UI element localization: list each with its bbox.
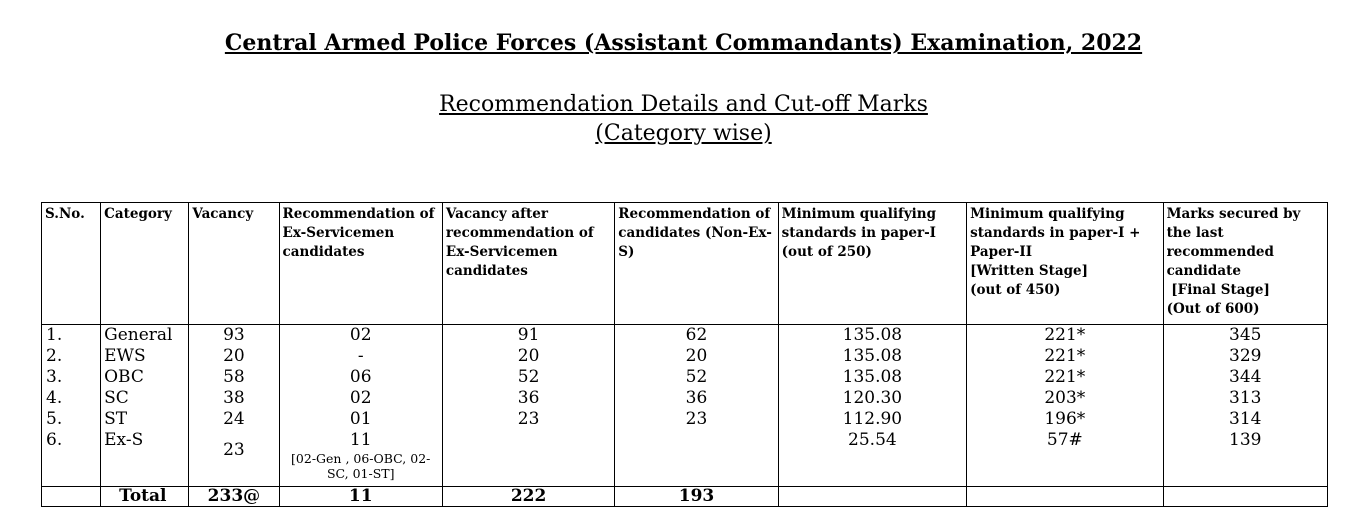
header-vac-after: Vacancy after recommendation of Ex-Servicemen candidates [442, 203, 614, 325]
cell-rec-exs: 01 [279, 409, 442, 430]
table-row [42, 346, 1328, 367]
cell-category: ST [101, 409, 189, 430]
cell-vacancy: 93 [189, 325, 279, 347]
cell-rec-exs: - [279, 346, 442, 367]
cell-marks-final: 314 [1163, 409, 1327, 430]
table-row [42, 388, 1328, 409]
cell-rec-exs: 11 [02-Gen , 06-OBC, 02-SC, 01-ST] [279, 430, 442, 487]
header-category: Category [101, 203, 189, 325]
cell-min-paper1: 120.30 [778, 388, 966, 409]
table-row-exs [42, 430, 1328, 487]
cell-marks-final: 345 [1163, 325, 1327, 347]
cell-sno: 3. [42, 367, 101, 388]
cell-vac-after: 20 [442, 346, 614, 367]
subtitle-line-1: Recommendation Details and Cut-off Marks [439, 92, 928, 117]
cell-vac-after: 91 [442, 325, 614, 347]
header-row [42, 203, 1328, 325]
cell-rec-exs: 02 [279, 325, 442, 347]
table-row [42, 409, 1328, 430]
cell-marks-final: 329 [1163, 346, 1327, 367]
rec-exs-breakdown: [02-Gen , 06-OBC, 02-SC, 01-ST] [291, 451, 431, 481]
cell-rec-exs: 06 [279, 367, 442, 388]
cutoff-table [41, 202, 1328, 507]
cell-vacancy: 23 [189, 430, 279, 487]
cell-min-paper1-2: 57# [967, 430, 1163, 487]
cell-min-paper1: 135.08 [778, 367, 966, 388]
cell-vac-after: 36 [442, 388, 614, 409]
header-marks-final: Marks secured by the last recommended candidate [Final Stage] (Out of 600) [1163, 203, 1327, 325]
table-row [42, 367, 1328, 388]
cell-marks-final: 313 [1163, 388, 1327, 409]
document-title: Central Armed Police Forces (Assistant Commandants) Examination, 2022 [224, 30, 1143, 56]
cell-vac-after: 23 [442, 409, 614, 430]
cell-min-paper1-2: 221* [967, 367, 1163, 388]
cell-min-paper1: 25.54 [778, 430, 966, 487]
cell-min-paper1-2: 203* [967, 388, 1163, 409]
cell-sno: 5. [42, 409, 101, 430]
cell-category: Ex-S [101, 430, 189, 487]
cell-vacancy: 58 [189, 367, 279, 388]
cell-total-rec-exs: 11 [279, 487, 442, 507]
cell-vacancy: 24 [189, 409, 279, 430]
cell-min-paper1: 135.08 [778, 325, 966, 347]
cell-rec-nonexs: 36 [615, 388, 778, 409]
cell-category: EWS [101, 346, 189, 367]
header-rec-exs: Recommendation of Ex-Servicemen candidates [279, 203, 442, 325]
cell-total-vacancy: 233@ [189, 487, 279, 507]
cell-marks-final: 139 [1163, 430, 1327, 487]
cell-rec-nonexs: 62 [615, 325, 778, 347]
subtitle-line-2: (Category wise) [595, 121, 772, 146]
cell-min-paper1-2: 221* [967, 346, 1163, 367]
cell-vacancy: 38 [189, 388, 279, 409]
cell-rec-nonexs: 20 [615, 346, 778, 367]
table-row [42, 325, 1328, 347]
cell-sno [42, 487, 101, 507]
cell-min-paper1: 135.08 [778, 346, 966, 367]
cell-vacancy: 20 [189, 346, 279, 367]
cell-rec-nonexs: 23 [615, 409, 778, 430]
cell-sno: 1. [42, 325, 101, 347]
cell-marks-final: 344 [1163, 367, 1327, 388]
cell-category: General [101, 325, 189, 347]
cell-total-empty [1163, 487, 1327, 507]
cell-rec-exs: 02 [279, 388, 442, 409]
header-min-paper1-2: Minimum qualifying standards in paper-I + Paper-II [Written Stage] (out of 450) [967, 203, 1163, 325]
cell-sno: 6. [42, 430, 101, 487]
header-rec-nonexs: Recommendation of candidates (Non-Ex-S) [615, 203, 778, 325]
header-vacancy: Vacancy [189, 203, 279, 325]
cell-category: SC [101, 388, 189, 409]
table-row-total [42, 487, 1328, 507]
cell-min-paper1-2: 196* [967, 409, 1163, 430]
cell-rec-nonexs: 52 [615, 367, 778, 388]
cell-vac-after: 52 [442, 367, 614, 388]
cell-rec-nonexs [615, 430, 778, 487]
cell-min-paper1-2: 221* [967, 325, 1163, 347]
cell-total-rec-nonexs: 193 [615, 487, 778, 507]
document-subtitle [0, 90, 1367, 148]
cell-min-paper1: 112.90 [778, 409, 966, 430]
header-min-paper1: Minimum qualifying standards in paper-I (out of 250) [778, 203, 966, 325]
cell-sno: 4. [42, 388, 101, 409]
cell-total-vac-after: 222 [442, 487, 614, 507]
cell-total-label: Total [101, 487, 189, 507]
cell-category: OBC [101, 367, 189, 388]
cell-total-empty [967, 487, 1163, 507]
cell-total-empty [778, 487, 966, 507]
cell-sno: 2. [42, 346, 101, 367]
cell-vac-after [442, 430, 614, 487]
header-sno: S.No. [42, 203, 101, 325]
